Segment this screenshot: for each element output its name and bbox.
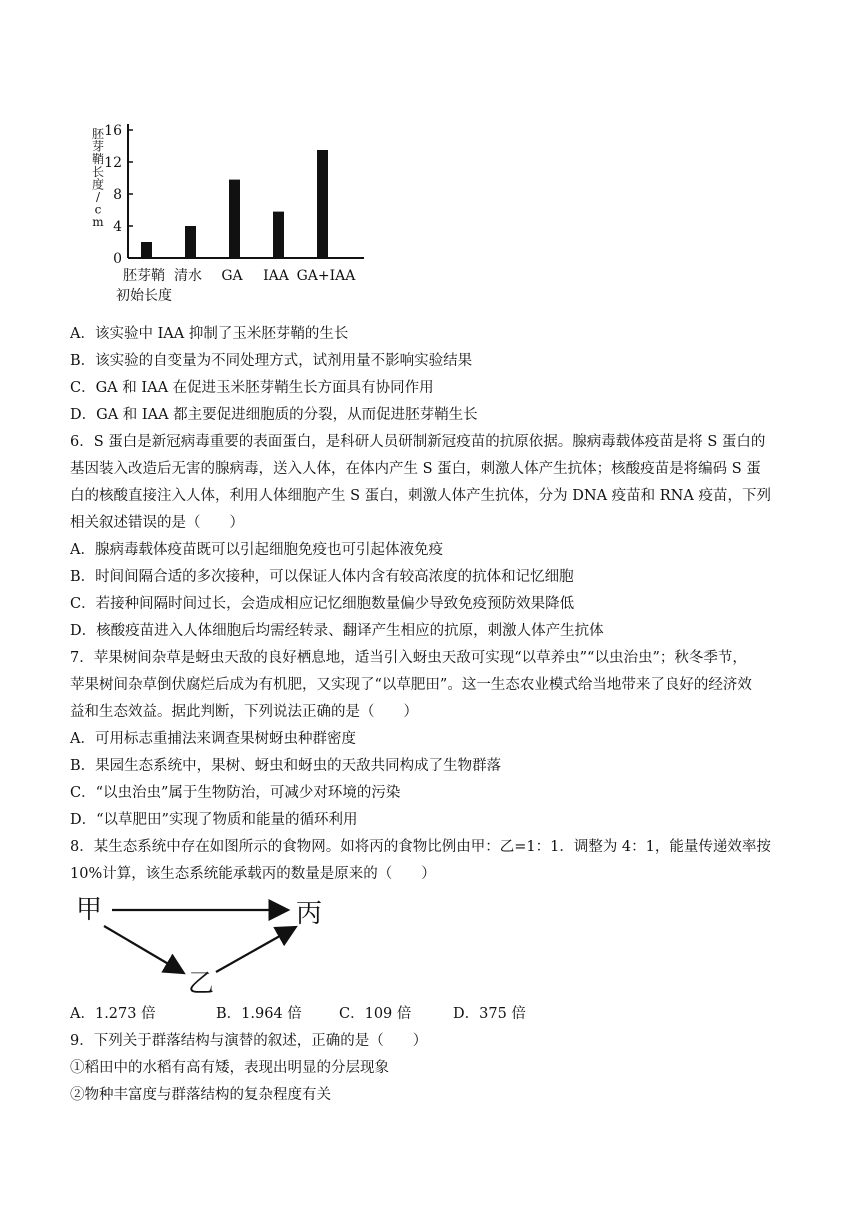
bar [229,180,240,258]
bar-chart [84,112,374,312]
food-web-node-yi: 乙 [188,969,215,998]
q5-option-b: B．该实验的自变量为不同处理方式，试剂用量不影响实验结果 [70,353,473,369]
arrow-yi-to-bing [216,928,294,972]
q6-stem-line: 白的核酸直接注入人体，利用人体细胞产生 S 蛋白，刺激人体产生抗体，分为 DNA 疫苗和 RNA 疫苗，下列 [70,488,771,504]
q7-option-b: B．果园生态系统中，果树、蚜虫和蚜虫的天敌共同构成了生物群落 [70,758,502,774]
x-tick-label: 清水 [174,268,202,284]
food-web-node-bing: 丙 [296,899,323,929]
q8-stem-line: 10%计算，该生态系统能承载丙的数量是原来的（ ） [70,866,436,882]
q9-stem: 9．下列关于群落结构与演替的叙述，正确的是（ ） [70,1033,428,1049]
q6-option-b: B．时间间隔合适的多次接种，可以保证人体内含有较高浓度的抗体和记忆细胞 [70,569,574,585]
bar [185,226,196,258]
q6-option-c: C．若接种间隔时间过长，会造成相应记忆细胞数量偏少导致免疫预防效果降低 [70,596,575,612]
q5-option-a: A．该实验中 IAA 抑制了玉米胚芽鞘的生长 [70,326,349,342]
x-tick-label: 初始长度 [116,288,172,304]
bar [141,242,152,258]
q6-option-a: A．腺病毒载体疫苗既可以引起细胞免疫也可引起体液免疫 [70,542,443,558]
q7-stem-line: 苹果树间杂草倒伏腐烂后成为有机肥，又实现了“以草肥田”。这一生态农业模式给当地带来了良好的经济效 [70,677,752,693]
q7-option-d: D．“以草肥田”实现了物质和能量的循环利用 [70,812,358,828]
q6-stem-line: 基因装入改造后无害的腺病毒，送入人体，在体内产生 S 蛋白，刺激人体产生抗体；核酸疫苗是将编码 S 蛋 [70,461,761,477]
q5-option-d: D．GA 和 IAA 都主要促进细胞质的分裂，从而促进胚芽鞘生长 [70,407,478,423]
q8-option-c: C．109 倍 [339,1006,412,1022]
q6-option-d: D．核酸疫苗进入人体细胞后均需经转录、翻译产生相应的抗原，刺激人体产生抗体 [70,623,604,639]
q8-option-a: A．1.273 倍 [70,1006,156,1022]
q8-stem-line: 8．某生态系统中存在如图所示的食物网。如将丙的食物比例由甲：乙=1：1．调整为 4：1，能量传递效率按 [70,839,771,855]
y-tick-label: 16 [104,123,122,139]
x-tick-label: GA+IAA [296,268,356,284]
q9-item-1: ①稻田中的水稻有高有矮，表现出明显的分层现象 [70,1060,389,1076]
y-tick-label: 4 [113,219,122,235]
x-tick-label: 胚芽鞘 [123,268,165,284]
bar [317,150,328,258]
q8-options [70,1004,526,1024]
bar [273,212,284,258]
q7-option-a: A．可用标志重捕法来调查果树蚜虫种群密度 [70,731,356,747]
q8-option-d: D．375 倍 [453,1006,526,1022]
y-tick-label: 0 [113,251,122,267]
q6-stem-line: 相关叙述错误的是（ ） [70,515,244,531]
q7-stem-line: 7．苹果树间杂草是蚜虫天敌的良好栖息地，适当引入蚜虫天敌可实现“以草养虫”“以虫治虫”；秋冬季节， [70,650,747,666]
q5-option-c: C．GA 和 IAA 在促进玉米胚芽鞘生长方面具有协同作用 [70,380,434,396]
q7-option-c: C．“以虫治虫”属于生物防治，可减少对环境的污染 [70,785,401,801]
q9-item-2: ②物种丰富度与群落结构的复杂程度有关 [70,1087,331,1103]
food-web-node-jia: 甲 [76,895,103,925]
y-tick-label: 8 [113,187,122,203]
q6-stem-line: 6．S 蛋白是新冠病毒重要的表面蛋白，是科研人员研制新冠疫苗的抗原依据。腺病毒载体疫苗是将 S 蛋白的 [70,434,766,450]
q7-stem-line: 益和生态效益。据此判断，下列说法正确的是（ ） [70,704,418,720]
y-tick-label: 12 [104,155,122,171]
q8-option-b: B．1.964 倍 [216,1006,302,1022]
x-tick-label: IAA [263,268,289,284]
food-web-diagram [74,888,334,998]
arrow-jia-to-yi [104,926,182,972]
y-axis-label: 胚芽鞘长度/ c m [91,127,105,230]
x-tick-label: GA [221,268,243,284]
